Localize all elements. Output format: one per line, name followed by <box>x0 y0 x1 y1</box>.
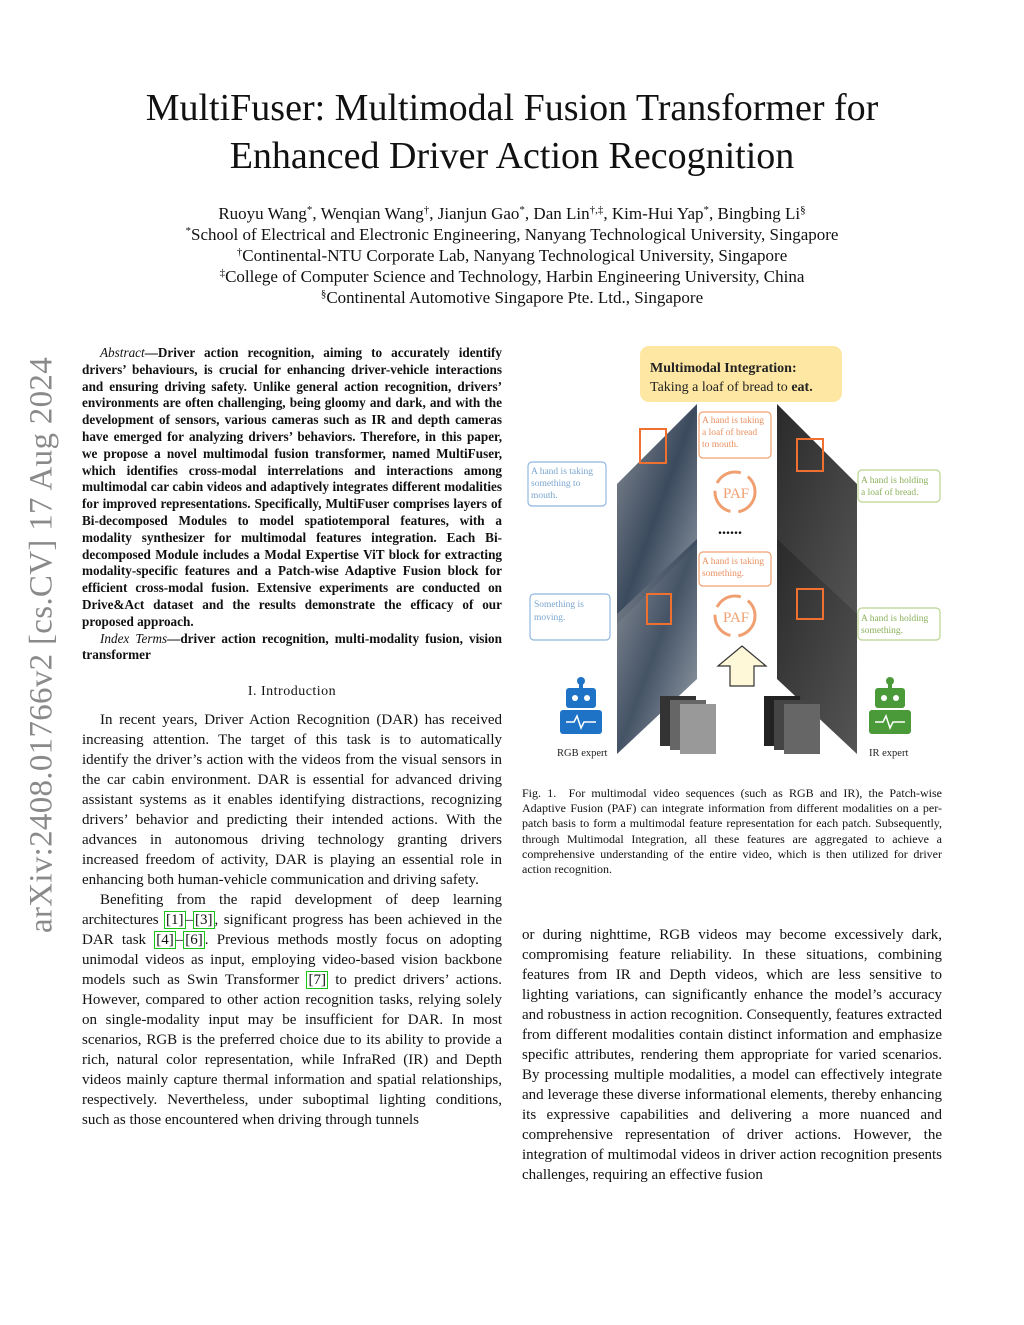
bubble-text: Something is moving. <box>534 600 584 623</box>
abstract: Abstract—Driver action recognition, aiming to accurately identify drivers’ behaviours, is crucial for enhancing driver-vehicle interactions and ensuring driving safety. Unlike general action recognition, drivers’ environments are often challenging, being gloomy and dark, and with the development of sensors, various cameras such as IR and depth cameras have emerged for analyzing drivers’ behaviors. Therefore, in this paper, we propose a novel multimodal fusion transformer, named MultiFuser, which identifies cross-modal interrelations and interactions among multimodal car cabin videos and adaptively integrates different modalities for improved representations. Specifically, MultiFuser comprises layers of Bi-decomposed Modules to model spatiotemporal features, with a modality synthesizer for multimodal features integration. Each Bi-decomposed Module includes a Modal Expertise ViT block for extracting modality-specific features and a Patch-wise Adaptive Fusion block for efficient cross-modal fusion. Extensive experiments are conducted on Drive&Act dataset and the results demonstrate the efficacy of our proposed approach. <box>82 345 502 629</box>
left-column <box>82 345 502 1130</box>
intro-paragraph-1: In recent years, Driver Action Recognition (DAR) has received increasing attention. The target of this task is to automatically identify the driver’s action with the videos from the visual sensors in the car cabin environment. DAR is essential for advanced driving assistant systems as it enables identifying distractions, recognizing drivers’ behavior and predicting their intended actions. With the advances in autonomous driving technology granting drivers increased freedom of activity, DAR is playing an essential role in enhancing both human-vehicle communication and driving safety. <box>82 712 502 889</box>
bubble-text: A hand is taking a loaf of bread to mouth. <box>702 416 765 450</box>
svg-text:PAF: PAF <box>723 610 750 626</box>
author-block <box>0 203 1024 308</box>
arxiv-sidebar <box>22 345 62 945</box>
author-names: Ruoyu Wang*, Wenqian Wang†, Jianjun Gao*, Dan Lin†,‡, Kim-Hui Yap*, Bingbing Li§ <box>218 204 806 223</box>
banner-title: Multimodal Integration: <box>650 361 797 376</box>
intro-paragraph-continued: or during nighttime, RGB videos may become excessively dark, compromising feature reliability. In these situations, combining features from IR and Depth videos, which are less sensitive to lighting variations, can significantly enhance the model’s accuracy and robustness in action recognition. Consequently, features extracted from different modalities contain distinct information and emphasize specific attributes, rendering them appropriate for varied scenarios. By processing multiple modalities, a model can effectively integrate and leverage these diverse informational elements, thereby enhancing its expressive capabilities and delivering a more nuanced and comprehensive representation of driver actions. However, the integration of multimodal videos in driver action recognition presents challenges, requiring an effective fusion <box>522 927 942 1183</box>
up-arrow-icon <box>718 646 766 686</box>
citation-link[interactable]: [1] <box>166 912 184 929</box>
ellipsis: ...... <box>718 521 742 538</box>
affiliation: §Continental Automotive Singapore Pte. Ltd., Singapore <box>320 288 704 307</box>
intro-paragraph-2: Benefiting from the rapid development of deep learning architectures [1] – [3] , significant progress has been achieved in the DAR task [4] – [6] . Previous methods mostly focus on adopting unimodal videos as input, employing video-based vision backbone models such as Swin Transformer [7] to predict drivers’ actions. However, compared to other action recognition tasks, relying solely on single-modality input may be insufficient for DAR. In most scenarios, RGB is the preferred choice due to its ability to provide a rich, natural color representation, while InfraRed (IR) and Depth videos mainly capture thermal information and spatial relationships, respectively. Nevertheless, under suboptimal lighting conditions, such as those encountered when driving through tunnels <box>82 892 502 1129</box>
bubble-text: A hand is taking something. <box>702 557 765 579</box>
affiliation: *School of Electrical and Electronic Engineering, Nanyang Technological University, Singapore <box>185 225 839 244</box>
affiliation: †Continental-NTU Corporate Lab, Nanyang Technological University, Singapore <box>236 246 788 265</box>
ir-expert-robot-icon <box>869 677 911 734</box>
svg-text:PAF: PAF <box>723 486 750 502</box>
citation-link[interactable]: [4] <box>156 932 174 949</box>
rgb-expert-robot-icon <box>560 677 602 734</box>
banner-text: Taking a loaf of bread to eat. <box>650 380 813 395</box>
arxiv-id: arXiv:2408.01766v2 [cs.CV] 17 Aug 2024 <box>23 356 60 934</box>
title-line-1: MultiFuser: Multimodal Fusion Transformer for <box>145 87 879 129</box>
right-column-text <box>522 925 942 1185</box>
paf-cycle-icon <box>715 472 755 512</box>
bubble-text: A hand is taking something to mouth. <box>531 467 594 501</box>
citation-link[interactable]: [7] <box>308 972 326 989</box>
citation-link[interactable]: [3] <box>195 912 213 929</box>
paf-cycle-icon <box>715 596 755 636</box>
affiliation: ‡College of Computer Science and Technology, Harbin Engineering University, China <box>219 267 805 286</box>
figure-1 <box>522 344 944 764</box>
title-line-2: Enhanced Driver Action Recognition <box>229 135 795 177</box>
citation-link[interactable]: [6] <box>185 932 203 949</box>
bubble-text: A hand is holding a loaf of bread. <box>861 476 929 498</box>
bubble-text: A hand is holding something. <box>861 614 929 636</box>
rgb-video-stack <box>660 696 716 754</box>
ir-expert-label: IR expert <box>869 748 909 759</box>
paper-title <box>0 84 1024 180</box>
rgb-expert-label: RGB expert <box>557 748 608 759</box>
section-heading: I. Introduction <box>247 684 337 700</box>
index-terms: Index Terms—driver action recognition, multi-modality fusion, vision transformer <box>82 630 502 663</box>
figure-caption: Fig. 1. For multimodal video sequences (such as RGB and IR), the Patch-wise Adaptive Fusion (PAF) can integrate information from different modalities on a per-patch basis to form a multimodal feature representation for each patch. Subsequently, through Multimodal Integration, all these features are aggregated to achieve a comprehensive understanding of the entire video, which is then utilized for driver action recognition. <box>522 786 943 877</box>
ir-video-stack <box>764 696 820 754</box>
